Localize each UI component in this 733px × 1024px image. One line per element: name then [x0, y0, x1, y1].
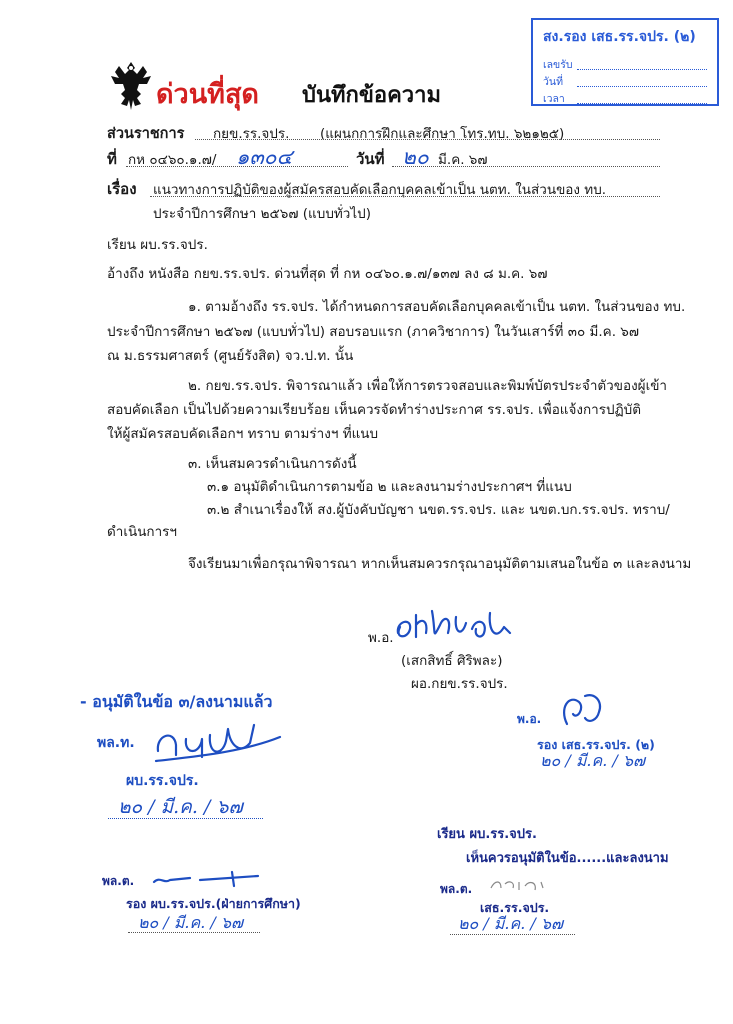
approval-note: - อนุมัติในข้อ ๓/ลงนามแล้ว	[80, 692, 273, 711]
education-position: รอง ผบ.รร.จปร.(ฝ่ายการศึกษา)	[126, 896, 301, 911]
salutation: เรียน ผบ.รร.จปร.	[107, 237, 208, 253]
handwritten-doc-number: ๑๓๐๔	[236, 145, 293, 169]
doc-type-title: บันทึกข้อความ	[302, 83, 442, 108]
number-prefix: กห ๐๔๖๐.๑.๗/	[128, 152, 217, 168]
para-3: ๓. เห็นสมควรดำเนินการดังนี้	[188, 456, 357, 472]
deputy-signature-icon	[555, 688, 611, 730]
garuda-emblem-icon	[107, 58, 155, 112]
memo-line: เห็นควรอนุมัติในข้อ......และลงนาม	[466, 851, 669, 866]
para-2-line-2: สอบคัดเลือก เป็นไปด้วยความเรียบร้อย เห็นควรจัดทำร่างประกาศ รร.จปร. เพื่อแจ้งการปฏิบัติ	[107, 402, 641, 418]
subject-line-2: ประจำปีการศึกษา ๒๕๖๗ (แบบทั่วไป)	[153, 206, 371, 222]
education-rank: พล.ต.	[102, 874, 135, 888]
stamp-receive-label: เลขรับ	[543, 59, 573, 71]
subject-label: เรื่อง	[107, 180, 137, 198]
para-2-line-3: ให้ผู้สมัครสอบคัดเลือกฯ ทราบ ตามร่างฯ ที่แนบ	[107, 426, 379, 442]
handwritten-signature-icon	[392, 603, 517, 647]
memo-date-hand: ๒๐ / มี.ค. / ๖๗	[458, 914, 564, 933]
date-suffix: มี.ค. ๖๗	[438, 152, 488, 168]
number-label: ที่	[107, 150, 117, 168]
subject-line-1: แนวทางการปฏิบัติของผู้สมัครสอบคัดเลือกบุคคลเข้าเป็น นตท. ในส่วนของ ทบ.	[153, 182, 607, 198]
handwritten-day: ๒๐	[402, 145, 429, 169]
memo-rank: พล.ต.	[440, 882, 473, 896]
deputy-rank: พ.อ.	[517, 712, 542, 726]
agency-label: ส่วนราชการ	[107, 126, 185, 142]
signer-name: (เสกสิทธิ์ ศิริพละ)	[401, 653, 503, 669]
stamp-time-label: เวลา	[543, 93, 565, 105]
stamp-date-label: วันที่	[543, 76, 563, 88]
receipt-stamp	[531, 18, 719, 106]
deputy-date-hand: ๒๐ / มี.ค. / ๖๗	[540, 751, 646, 770]
para-3-1: ๓.๑ อนุมัติดำเนินการตามข้อ ๒ และลงนามร่างประกาศฯ ที่แนบ	[207, 479, 572, 495]
memo-signature-icon	[487, 874, 547, 894]
agency-value: กยข.รร.จปร.	[213, 126, 290, 142]
memo-position: เสธ.รร.จปร.	[480, 900, 550, 915]
approval-date-hand: ๒๐ / มี.ค. / ๖๗	[118, 796, 243, 818]
date-label: วันที่	[356, 150, 385, 168]
urgency-stamp: ด่วนที่สุด	[156, 79, 259, 110]
education-date-hand: ๒๐ / มี.ค. / ๖๗	[138, 913, 244, 932]
para-1-line-1: ๑. ตามอ้างถึง รร.จปร. ได้กำหนดการสอบคัดเลือกบุคคลเข้าเป็น นตท. ในส่วนของ ทบ.	[188, 299, 686, 315]
approval-position: ผบ.รร.จปร.	[126, 773, 199, 789]
para-3-2-line-1: ๓.๒ สำเนาเรื่องให้ สง.ผู้บังคับบัญชา นขต.รร.จปร. และ นขต.บก.รร.จปร. ทราบ/	[207, 502, 670, 518]
stamp-title: สง.รอง เสธ.รร.จปร. (๒)	[543, 29, 696, 45]
signer-rank: พ.อ.	[368, 630, 394, 646]
para-1-line-3: ณ ม.ธรรมศาสตร์ (ศูนย์รังสิต) จว.ป.ท. นั้น	[107, 348, 354, 364]
approval-rank: พล.ท.	[97, 735, 135, 751]
education-signature-icon	[150, 868, 265, 890]
para-3-2-line-2: ดำเนินการฯ	[107, 524, 178, 540]
approval-signature-icon	[150, 715, 285, 767]
reference: อ้างถึง หนังสือ กยข.รร.จปร. ด่วนที่สุด ที่ กห ๐๔๖๐.๑.๗/๑๓๗ ลง ๘ ม.ค. ๖๗	[107, 266, 548, 282]
para-2-line-1: ๒. กยข.รร.จปร. พิจารณาแล้ว เพื่อให้การตรวจสอบและพิมพ์บัตรประจำตัวของผู้เข้า	[188, 378, 668, 394]
memo-salutation: เรียน ผบ.รร.จปร.	[437, 827, 537, 842]
para-1-line-2: ประจำปีการศึกษา ๒๕๖๗ (แบบทั่วไป) สอบรอบแรก (ภาควิชาการ) ในวันเสาร์ที่ ๓๐ มี.ค. ๖๗	[107, 324, 639, 340]
deputy-position: รอง เสธ.รร.จปร. (๒)	[537, 737, 655, 752]
agency-detail: (แผนกการฝึกและศึกษา โทร.ทบ. ๖๒๑๒๕)	[320, 126, 565, 142]
closing-line: จึงเรียนมาเพื่อกรุณาพิจารณา หากเห็นสมควรกรุณาอนุมัติตามเสนอในข้อ ๓ และลงนาม	[188, 556, 692, 572]
signer-position: ผอ.กยข.รร.จปร.	[411, 676, 508, 692]
